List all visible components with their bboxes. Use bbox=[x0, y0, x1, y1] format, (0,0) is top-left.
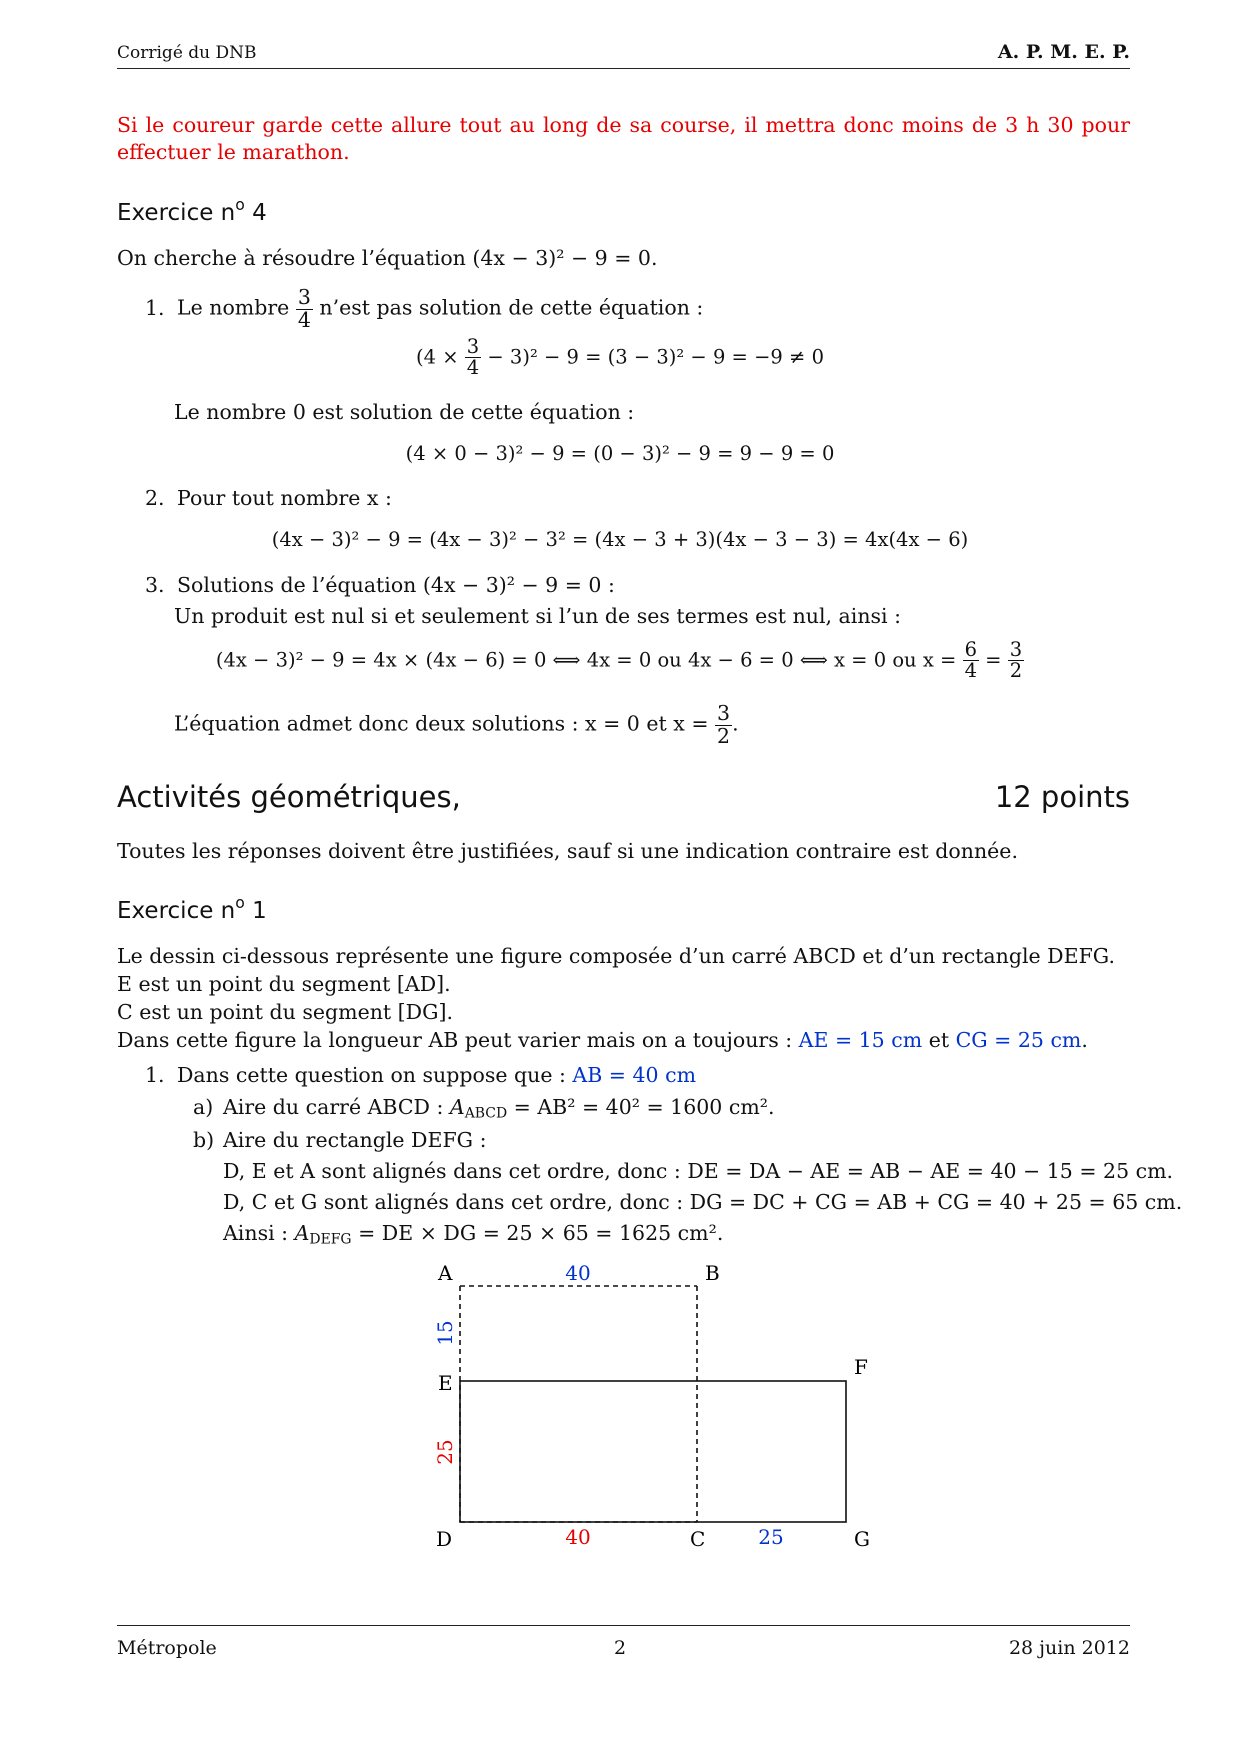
ex1-qb-line-1: D, E et A sont alignés dans cet ordre, donc : DE = DA − AE = AB − AE = 40 − 15 = 25 cm. bbox=[223, 1159, 1174, 1183]
ex1-line-3: C est un point du segment [DG]. bbox=[117, 1000, 453, 1024]
point-g-label: G bbox=[854, 1527, 870, 1551]
exercise-4-title: Exercice $n^o$ 4 bbox=[117, 194, 267, 226]
q2-equation: (4x − 3)² − 9 = (4x − 3)² − 3² = (4x − 3 + 3)(4x − 3 − 3) = 4x(4x − 6) bbox=[271, 528, 969, 551]
point-c-label: C bbox=[690, 1527, 706, 1551]
q2-statement: 2. Pour tout nombre x : bbox=[145, 486, 392, 510]
ab-value: AB = 40 cm bbox=[572, 1063, 697, 1087]
ex1-qa: a) Aire du carré ABCD : $A_{ABCD} = AB^2 = 40^2 = 1600$ cm². bbox=[193, 1095, 775, 1122]
q3-equation: (4x − 3)² − 9 = 4x × (4x − 6) = 0 ⟺ 4x = 0 ou 4x − 6 = 0 ⟺ x = 0 ou x = $\frac{6}{4}$ = $\frac{3}{2}$ bbox=[215, 638, 1023, 683]
q1-equation-1: (4 × $\frac{3}{4}$ − 3)² − 9 = (3 − 3)² − 9 = −9 ≠ 0 bbox=[416, 335, 824, 380]
point-e-label: E bbox=[438, 1371, 453, 1395]
section-instruction: Toutes les réponses doivent être justifiées, sauf si une indication contraire est donnée. bbox=[117, 839, 1018, 863]
ex1-qb-line-2: D, C et G sont alignés dans cet ordre, donc : DG = DC + CG = AB + CG = 40 + 25 = 65 cm. bbox=[223, 1190, 1183, 1214]
exercise-4-intro: On cherche à résoudre l’équation (4x − 3)² − 9 = 0. bbox=[117, 246, 658, 270]
point-d-label: D bbox=[436, 1527, 453, 1551]
length-dc-label: 40 bbox=[565, 1525, 591, 1549]
header-right: A. P. M. E. P. bbox=[997, 41, 1130, 63]
point-f-label: F bbox=[854, 1355, 868, 1379]
cg-value: CG = 25 cm bbox=[955, 1028, 1082, 1052]
length-ed-label: 25 bbox=[433, 1439, 457, 1465]
rectangle-defg bbox=[460, 1381, 846, 1522]
q3-conclusion: L’équation admet donc deux solutions : x = 0 et x = $\frac{3}{2}$ . bbox=[174, 701, 739, 748]
ex1-q1: 1. Dans cette question on suppose que : AB = 40 cm bbox=[145, 1063, 697, 1087]
ex1-line-2: E est un point du segment [AD]. bbox=[117, 972, 451, 996]
exercise-1-title: Exercice $n^o$ 1 bbox=[117, 892, 267, 924]
footer-rule bbox=[117, 1625, 1130, 1626]
q1-statement: 1. Le nombre $\frac{3}{4}$ n’est pas solution de cette équation : bbox=[145, 285, 704, 332]
footer-right: 28 juin 2012 bbox=[1008, 1637, 1130, 1659]
length-cg-label: 25 bbox=[758, 1525, 784, 1549]
page-number: 2 bbox=[613, 1637, 627, 1659]
q1-equation-2: (4 × 0 − 3)² − 9 = (0 − 3)² − 9 = 9 − 9 = 0 bbox=[405, 442, 835, 465]
point-b-label: B bbox=[705, 1261, 720, 1285]
header-left: Corrigé du DNB bbox=[117, 43, 257, 63]
footer-left: Métropole bbox=[117, 1637, 217, 1659]
point-a-label: A bbox=[438, 1261, 453, 1285]
q1-zero-text: Le nombre 0 est solution de cette équation : bbox=[174, 400, 635, 424]
section-points: 12 points bbox=[994, 780, 1130, 814]
ae-value: AE = 15 cm bbox=[798, 1028, 923, 1052]
section-title: Activités géométriques, bbox=[117, 780, 461, 814]
length-ab-label: 40 bbox=[565, 1261, 591, 1285]
q3-explanation: Un produit est nul si et seulement si l’un de ses termes est nul, ainsi : bbox=[174, 604, 902, 628]
ex1-qb-title: b) Aire du rectangle DEFG : bbox=[193, 1128, 487, 1152]
ex1-line-4: Dans cette figure la longueur AB peut varier mais on a toujours : AE = 15 cm et CG = 25 cm. bbox=[117, 1028, 1088, 1052]
ex1-qb-line-3: Ainsi : $A_{DEFG}$ = DE × DG = 25 × 65 = 1625 cm². bbox=[223, 1221, 724, 1248]
previous-conclusion: Si le coureur garde cette allure tout au long de sa course, il mettra donc moins de 3 h 30 pour effectuer le marathon. bbox=[117, 113, 1130, 165]
ex1-line-1: Le dessin ci-dessous représente une figure composée d’un carré ABCD et d’un rectangle DEFG. bbox=[117, 944, 1115, 968]
q3-statement: 3. Solutions de l’équation (4x − 3)² − 9 = 0 : bbox=[145, 573, 615, 597]
length-ae-label: 15 bbox=[433, 1320, 457, 1346]
